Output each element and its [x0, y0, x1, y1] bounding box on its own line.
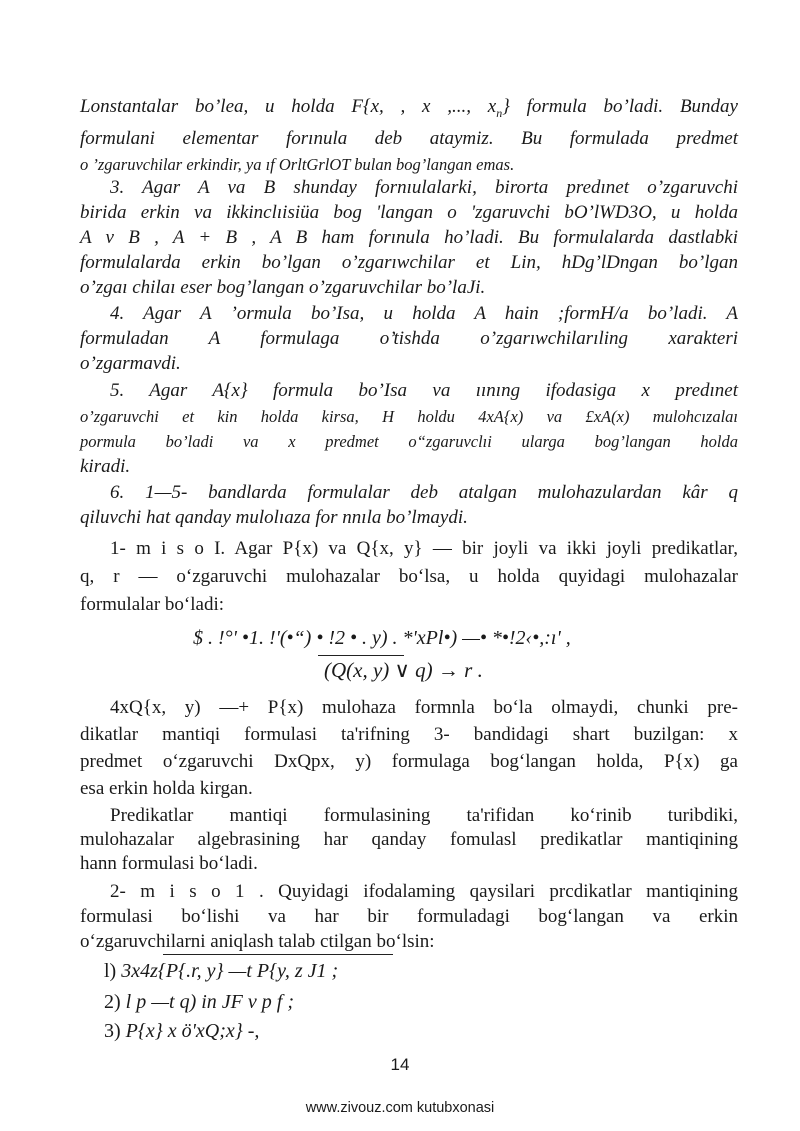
- text-line: q, r — o‘zgaruvchi mulohazalar bo‘lsa, u holda quyidagi mulohazalar: [80, 566, 738, 587]
- text-line: qiluvchi hat qanday mulolıaza for nnıla bo’lmaydi.: [80, 507, 468, 528]
- text-line: formulasi bo‘lishi va har bir formuladagi bog‘langan va erkin: [80, 906, 738, 927]
- text-line: 1- m i s o I. Agar P{x) va Q{x, y} — bir joyli va ikki joyli predikatlar,: [110, 538, 738, 559]
- text-line: esa erkin holda kirgan.: [80, 778, 253, 799]
- list-expression: 3x4z{P{.r, y} —t P{y, z J1 ;: [121, 960, 339, 982]
- footer-text: www.zivouz.com kutubxonasi: [305, 1100, 495, 1116]
- text-line: o’zgarmavdi.: [80, 353, 181, 374]
- subscript: n: [496, 105, 503, 120]
- text-line: o‘zgaruvchilarni aniqlash talab ctilgan bo‘lsin:: [80, 931, 435, 952]
- line-segment: } formula bo’ladi. Bunday: [502, 96, 738, 117]
- page-number: 14: [390, 1055, 410, 1074]
- list-expression: l p —t q) in JF v p f ;: [125, 991, 294, 1013]
- list-number: 3): [104, 1020, 121, 1042]
- text-line: formulalarda erkin bo’lgan o’zgarıwchilar et Lin, hDg’lDngan bo’lgan: [80, 252, 738, 273]
- formula-line: $ . !°' •1. !'(•“) • !2 • . y) . *'xPl•) —• *•!2‹•,:ı' ,: [193, 627, 571, 649]
- text-line: Predikatlar mantiqi formulasining ta'rifidan ko‘rinib turibdiki,: [110, 805, 738, 826]
- text-line: pormula bo’ladi va x predmet o“zgaruvclıi ularga bog’langan holda: [80, 432, 738, 451]
- overline: [318, 655, 404, 656]
- text-line: 4. Agar A ’ormula bo’Isa, u holda A hain ;formH/a bo’ladi. A: [110, 303, 738, 324]
- line-segment: Lonstantalar bo’lea, u holda F{x, , x ,..., x: [80, 96, 497, 117]
- text-line: 4xQ{x, y) —+ P{x) mulohaza formnla bo‘la olmaydi, chunki pre-: [110, 697, 738, 718]
- text-line: formuladan A formulaga o’tishda o’zgarıwchilarıling xarakteri: [80, 328, 738, 349]
- text-line: formulani elementar forınula deb ataymiz. Bu formulada predmet: [80, 128, 738, 149]
- list-expression: P{x} x ö'xQ;x} -,: [125, 1020, 260, 1042]
- text-line: o’zgaruvchi et kin holda kirsa, H holdu 4xA{x) va £xA(x) mulohcızalaı: [80, 407, 738, 426]
- text-line: o ’zgaruvchilar erkindir, ya ıf OrltGrlOT bulan bog’langan emas.: [80, 155, 515, 174]
- text-line: birida erkin va ikkinclıisiüa bog 'langan o 'zgaruvchi bO’lWD3O, u holda: [80, 202, 738, 223]
- text-line: dikatlar mantiqi formulasi ta'rifning 3- bandidagi shart buzilgan: x: [80, 724, 738, 745]
- text-line: o’zgaı chilaı eser bog’langan o’zgaruvchilar bo’laJi.: [80, 277, 486, 298]
- text-line: A v B , A + B , A B ham forınula ho’ladi. Bu formulalarda dastlabki: [80, 227, 738, 248]
- list-item: [104, 960, 338, 983]
- list-number: l): [104, 960, 117, 982]
- list-item: [104, 1020, 259, 1043]
- text-line: formulalar bo‘ladi:: [80, 594, 225, 615]
- formula-line: (Q(x, y) ∨ q) → r .: [324, 658, 483, 682]
- text-line: kiradi.: [80, 456, 131, 477]
- list-number: 2): [104, 991, 121, 1013]
- text-line: 3. Agar A va B shunday fornıulalarki, birorta predınet o’zgaruvchi: [110, 177, 738, 198]
- text-line: 6. 1—5- bandlarda formulalar deb atalgan mulohazulardan kâr q: [110, 482, 738, 503]
- underline: [163, 954, 393, 955]
- text-line: mulohazalar algebrasining har qanday fomulasl predikatlar mantiqining: [80, 829, 738, 850]
- text-line: predmet o‘zgaruvchi DxQpx, y) formulaga bog‘langan holda, P{x) ga: [80, 751, 738, 772]
- text-line: 5. Agar A{x} formula bo’Isa va ıınıng ifodasiga x predınet: [110, 380, 738, 401]
- text-line: 2- m i s o 1 . Quyidagi ifodalaming qaysilari prcdikatlar mantiqining: [110, 881, 738, 902]
- text-line: hann formulasi bo‘ladi.: [80, 853, 258, 874]
- list-item: [104, 991, 294, 1014]
- text-line: [80, 95, 738, 125]
